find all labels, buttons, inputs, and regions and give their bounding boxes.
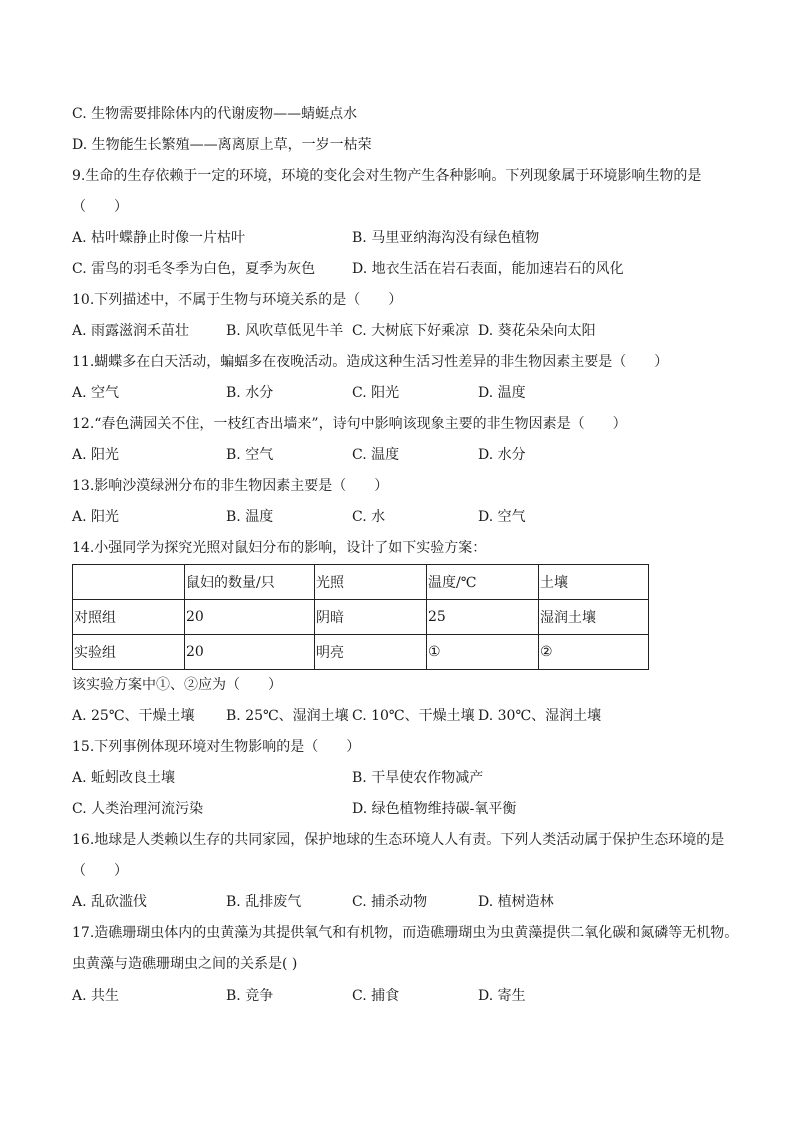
table-header-row <box>73 565 649 600</box>
question-16-option-b[interactable]: B. 乱排废气 <box>226 894 302 910</box>
question-14-followup: 该实验方案中①、②应为（ ） <box>72 677 282 693</box>
question-16-option-c[interactable]: C. 捕杀动物 <box>352 894 428 910</box>
question-16-bracket: （ ） <box>72 863 128 879</box>
question-12-option-c[interactable]: C. 温度 <box>352 447 400 463</box>
question-13-stem: 13.影响沙漠绿洲分布的非生物因素主要是（ ） <box>72 478 389 494</box>
question-13-option-a[interactable]: A. 阳光 <box>72 509 120 525</box>
table-cell: 25 <box>427 600 539 635</box>
question-9-bracket: （ ） <box>72 199 128 215</box>
table-cell: ① <box>427 635 539 670</box>
question-15-option-c[interactable]: C. 人类治理河流污染 <box>72 801 204 817</box>
table-row <box>73 635 649 670</box>
option-d: D. 生物能生长繁殖——离离原上草，一岁一枯荣 <box>72 137 372 153</box>
question-9-option-b[interactable]: B. 马里亚纳海沟没有绿色植物 <box>352 230 540 246</box>
question-11-option-b[interactable]: B. 水分 <box>226 385 274 401</box>
question-14-option-b[interactable]: B. 25℃、湿润土壤 <box>226 708 349 724</box>
question-15-stem: 15.下列事例体现环境对生物影响的是（ ） <box>72 739 361 755</box>
question-14-option-d[interactable]: D. 30℃、湿润土壤 <box>478 708 602 724</box>
table-header-cell: 鼠妇的数量/只 <box>185 565 315 600</box>
question-17-option-a[interactable]: A. 共生 <box>72 988 120 1004</box>
question-17-stem: 17.造礁珊瑚虫体内的虫黄藻为其提供氧气和有机物，而造礁珊瑚虫为虫黄藻提供二氧化碳和氮磷等无机物。 <box>72 925 739 941</box>
table-cell: 明亮 <box>315 635 427 670</box>
question-15-option-b[interactable]: B. 干旱使农作物减产 <box>352 770 484 786</box>
question-11-option-c[interactable]: C. 阳光 <box>352 385 400 401</box>
experiment-table <box>72 564 649 670</box>
question-16-option-a[interactable]: A. 乱砍滥伐 <box>72 894 148 910</box>
question-17-stem-cont: 虫黄藻与造礁珊瑚虫之间的关系是( ) <box>72 956 298 972</box>
question-11-stem: 11.蝴蝶多在白天活动，蝙蝠多在夜晚活动。造成这种生活习性差异的非生物因素主要是（ ） <box>72 354 669 370</box>
option-c: C. 生物需要排除体内的代谢废物——蜻蜓点水 <box>72 106 358 122</box>
question-16-option-d[interactable]: D. 植树造林 <box>478 894 554 910</box>
question-12-option-d[interactable]: D. 水分 <box>478 447 526 463</box>
question-11-option-d[interactable]: D. 温度 <box>478 385 526 401</box>
question-10-option-b[interactable]: B. 风吹草低见牛羊 <box>226 323 344 339</box>
question-9-option-d[interactable]: D. 地衣生活在岩石表面，能加速岩石的风化 <box>352 261 624 277</box>
table-cell: 湿润土壤 <box>539 600 649 635</box>
question-12-option-b[interactable]: B. 空气 <box>226 447 274 463</box>
question-13-option-c[interactable]: C. 水 <box>352 509 386 525</box>
question-15-option-a[interactable]: A. 蚯蚓改良土壤 <box>72 770 176 786</box>
question-14-option-c[interactable]: C. 10℃、干燥土壤 <box>352 708 475 724</box>
question-9-option-a[interactable]: A. 枯叶蝶静止时像一片枯叶 <box>72 230 246 246</box>
question-17-option-b[interactable]: B. 竞争 <box>226 988 274 1004</box>
table-header-cell: 土壤 <box>539 565 649 600</box>
question-17-option-d[interactable]: D. 寄生 <box>478 988 526 1004</box>
table-header-cell: 光照 <box>315 565 427 600</box>
table-header-cell: 温度/℃ <box>427 565 539 600</box>
question-9-stem: 9.生命的生存依赖于一定的环境，环境的变化会对生物产生各种影响。下列现象属于环境影响生物的是 <box>72 168 702 184</box>
question-11-option-a[interactable]: A. 空气 <box>72 385 120 401</box>
question-12-stem: 12.“春色满园关不住，一枝红杏出墙来”，诗句中影响该现象主要的非生物因素是（ ） <box>72 416 627 432</box>
table-cell: 对照组 <box>73 600 185 635</box>
question-13-option-d[interactable]: D. 空气 <box>478 509 526 525</box>
question-17-option-c[interactable]: C. 捕食 <box>352 988 400 1004</box>
table-cell: 实验组 <box>73 635 185 670</box>
question-14-option-a[interactable]: A. 25℃、干燥土壤 <box>72 708 195 724</box>
question-13-option-b[interactable]: B. 温度 <box>226 509 274 525</box>
question-10-option-c[interactable]: C. 大树底下好乘凉 <box>352 323 470 339</box>
table-cell: ② <box>539 635 649 670</box>
question-15-option-d[interactable]: D. 绿色植物维持碳-氧平衡 <box>352 801 517 817</box>
table-cell: 20 <box>185 600 315 635</box>
question-12-option-a[interactable]: A. 阳光 <box>72 447 120 463</box>
question-10-stem: 10.下列描述中，不属于生物与环境关系的是（ ） <box>72 292 403 308</box>
table-header-cell <box>73 565 185 600</box>
table-row <box>73 600 649 635</box>
table-cell: 阴暗 <box>315 600 427 635</box>
table-cell: 20 <box>185 635 315 670</box>
question-10-option-a[interactable]: A. 雨露滋润禾苗壮 <box>72 323 190 339</box>
question-9-option-c[interactable]: C. 雷鸟的羽毛冬季为白色，夏季为灰色 <box>72 261 316 277</box>
question-16-stem: 16.地球是人类赖以生存的共同家园，保护地球的生态环境人人有责。下列人类活动属于保护生态环境的是 <box>72 832 725 848</box>
question-10-option-d[interactable]: D. 葵花朵朵向太阳 <box>478 323 596 339</box>
question-14-stem: 14.小强同学为探究光照对鼠妇分布的影响，设计了如下实验方案： <box>72 540 487 556</box>
